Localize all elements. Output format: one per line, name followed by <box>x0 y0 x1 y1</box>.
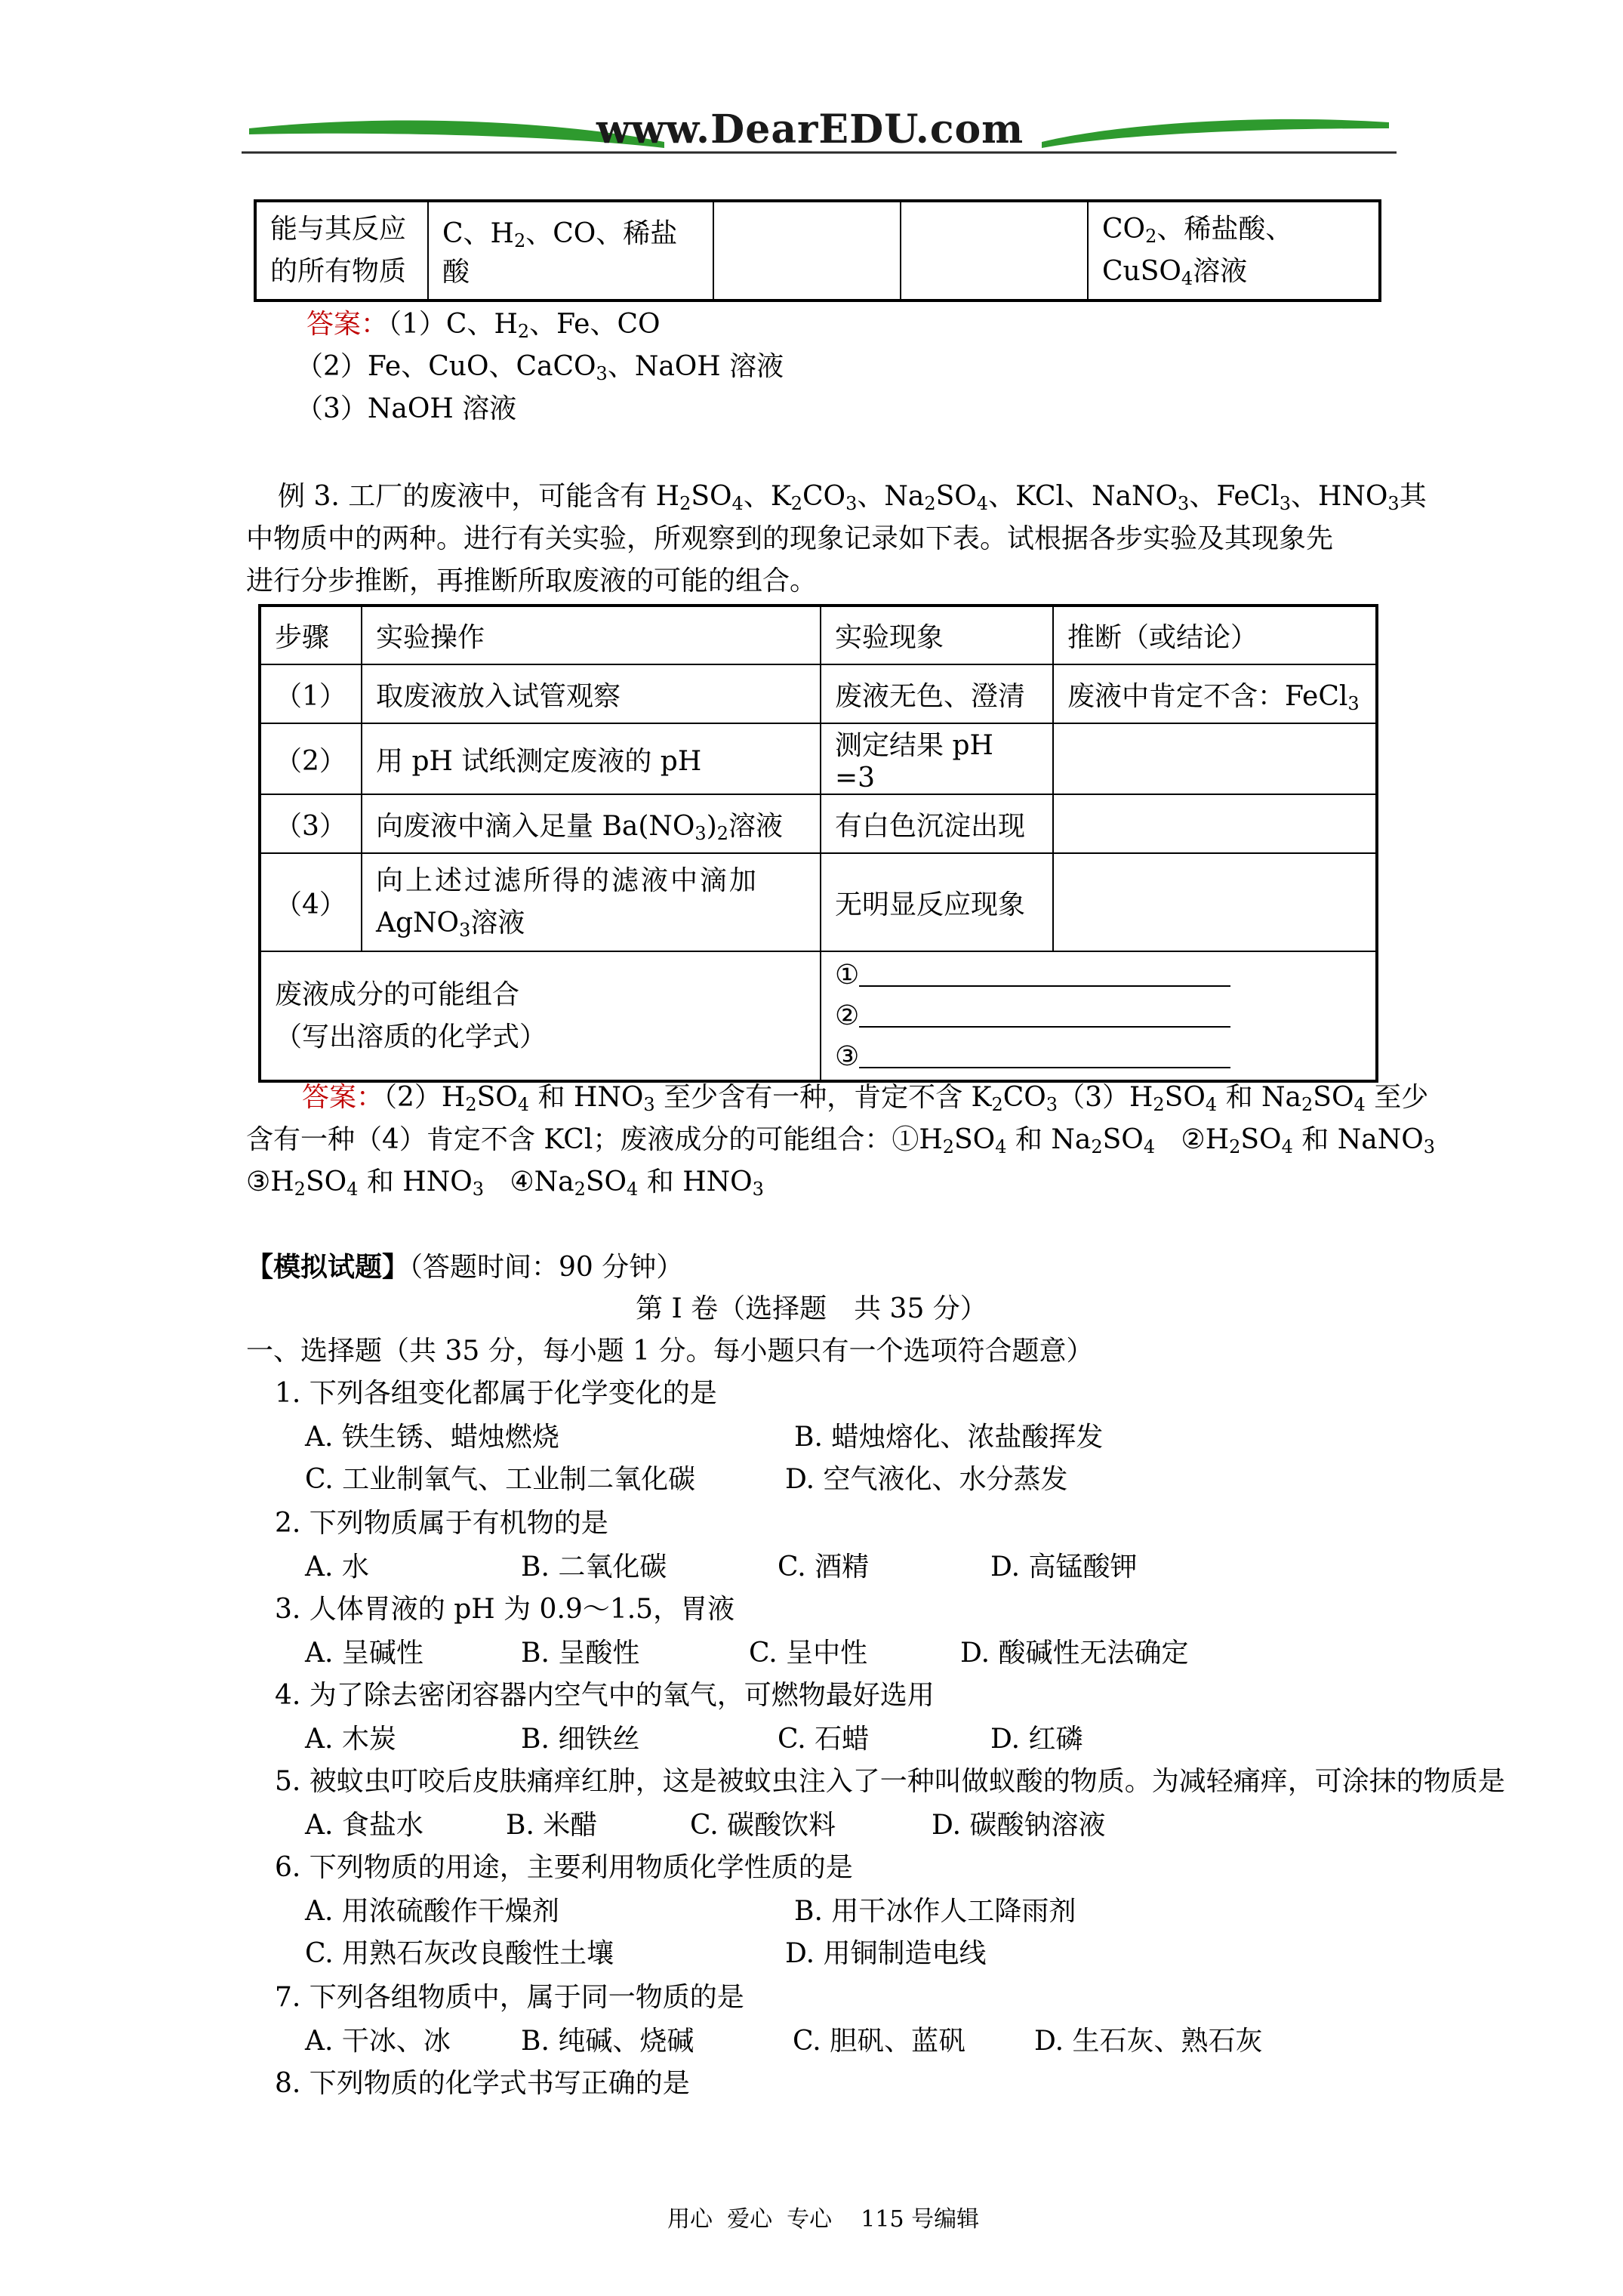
reaction-table <box>254 199 1381 302</box>
question-option[interactable]: C. 碳酸饮料 <box>690 1810 836 1841</box>
table-row <box>260 951 1377 1081</box>
example-3-line-2: 中物质中的两种。进行有关实验，所观察到的现象记录如下表。试根据各步实验及其现象先 <box>246 523 1334 554</box>
header-observation: 实验现象 <box>821 606 1053 664</box>
question-option[interactable]: B. 米醋 <box>506 1810 598 1841</box>
question-option[interactable]: B. 用干冰作人工降雨剂 <box>794 1896 1076 1927</box>
answer-blanks-cell <box>821 951 1377 1081</box>
table-cell: 废液中肯定不含：FeCl$_3$ <box>1053 664 1377 723</box>
question-stem: 4. 为了除去密闭容器内空气中的氧气，可燃物最好选用 <box>275 1680 935 1711</box>
blank-line-3[interactable]: ③ <box>835 1037 1362 1077</box>
table-cell: （3） <box>260 794 362 853</box>
question-option[interactable]: D. 高锰酸钾 <box>990 1552 1138 1583</box>
question-stem: 8. 下列物质的化学式书写正确的是 <box>275 2068 690 2099</box>
table-cell: 废液无色、澄清 <box>821 664 1053 723</box>
table-cell: （4） <box>260 853 362 951</box>
answer-2-line-1: 答案：$(2)H_2SO_4$ 和 $HNO_3$ 至少含有一种，肯定不含 $K_2CO_3(3)H_2SO_4$ 和 $Na_2SO_4$ 至少 <box>302 1082 1429 1115</box>
question-option[interactable]: D. 碳酸钠溶液 <box>932 1810 1106 1841</box>
table-cell: 有白色沉淀出现 <box>821 794 1053 853</box>
question-option[interactable]: B. 细铁丝 <box>521 1724 640 1755</box>
table-row <box>260 794 1377 853</box>
question-option[interactable]: B. 纯碱、烧碱 <box>521 2026 694 2057</box>
table-cell: 取废液放入试管观察 <box>362 664 821 723</box>
question-option[interactable]: A. 水 <box>305 1552 369 1583</box>
answer-2-line-2: 含有一种（4）肯定不含 KCl；废液成分的可能组合：$①H_2SO_4$ 和 $Na_2SO_4$ $②H_2SO_4$ 和 NaNO$_3$ <box>246 1124 1435 1157</box>
table-cell: C、$H_2$、CO、稀盐酸 <box>428 201 713 300</box>
question-option[interactable]: D. 用铜制造电线 <box>785 1938 987 1969</box>
blank-line-1[interactable]: ① <box>835 955 1362 996</box>
table-row <box>260 853 1377 951</box>
table-row <box>260 723 1377 794</box>
question-option[interactable]: C. 胆矾、蓝矾 <box>793 2026 966 2057</box>
table-header-row <box>260 606 1377 664</box>
question-option[interactable]: D. 空气液化、水分蒸发 <box>785 1464 1068 1495</box>
question-option[interactable]: C. 工业制氧气、工业制二氧化碳 <box>305 1464 696 1495</box>
question-stem: 1. 下列各组变化都属于化学变化的是 <box>275 1378 717 1409</box>
header-inference: 推断（或结论） <box>1053 606 1377 664</box>
table-cell <box>713 201 901 300</box>
blank-line-2[interactable]: ② <box>835 996 1362 1037</box>
table-cell: $CO_2$、稀盐酸、 CuSO$_4$溶液 <box>1088 201 1380 300</box>
question-option[interactable]: B. 二氧化碳 <box>521 1552 667 1583</box>
question-option[interactable]: A. 木炭 <box>305 1724 396 1755</box>
row-label-cell: 能与其反应 的所有物质 <box>255 201 428 300</box>
question-option[interactable]: C. 用熟石灰改良酸性土壤 <box>305 1938 614 1969</box>
table-cell <box>1053 723 1377 794</box>
example-3-line-3: 进行分步推断，再推断所取废液的可能的组合。 <box>246 566 818 596</box>
table-cell <box>1053 794 1377 853</box>
question-option[interactable]: D. 酸碱性无法确定 <box>960 1638 1189 1669</box>
header-logo <box>242 106 1397 159</box>
question-option[interactable]: A. 铁生锈、蜡烛燃烧 <box>305 1422 559 1453</box>
table-cell: 用 pH 试纸测定废液的 pH <box>362 723 821 794</box>
question-stem: 2. 下列物质属于有机物的是 <box>275 1508 608 1539</box>
question-stem: 3. 人体胃液的 pH 为 0.9～1.5，胃液 <box>275 1594 735 1625</box>
table-cell: 废液成分的可能组合 （写出溶质的化学式） <box>260 951 821 1081</box>
question-option[interactable]: C. 石蜡 <box>778 1724 870 1755</box>
question-option[interactable]: D. 红磷 <box>990 1724 1083 1755</box>
logo-text: www.DearEDU.com <box>596 106 1024 153</box>
question-option[interactable]: A. 食盐水 <box>305 1810 423 1841</box>
example-3-line-1: 例 3. 工厂的废液中，可能含有 $H_2SO_4$、$K_2CO_3$、$Na_2SO_4$、KCl、NaNO$_3$、FeCl$_3$、$HNO_3$其 <box>278 481 1427 514</box>
header-operation: 实验操作 <box>362 606 821 664</box>
table-cell: 向上述过滤所得的滤液中滴加 AgNO$_3$溶液 <box>362 853 821 951</box>
table-cell: （2） <box>260 723 362 794</box>
question-option[interactable]: A. 用浓硫酸作干燥剂 <box>305 1896 559 1927</box>
question-stem: 7. 下列各组物质中，属于同一物质的是 <box>275 1982 744 2013</box>
answer-1-line-1: 答案：（1）C、$H_2$、Fe、CO <box>306 309 661 342</box>
answer-2-line-3: $③H_2SO_4$ 和 $HNO_3$ $④Na_2SO_4$ 和 $HNO_3$ <box>246 1166 764 1200</box>
header-step: 步骤 <box>260 606 362 664</box>
question-option[interactable]: D. 生石灰、熟石灰 <box>1034 2026 1263 2057</box>
table-cell: 向废液中滴入足量 $Ba(NO_3)_2$溶液 <box>362 794 821 853</box>
page-footer: 用心 爱心 专心 115 号编辑 <box>667 2206 980 2233</box>
answer-1-line-2: （2）Fe、CuO、CaCO$_3$、NaOH 溶液 <box>296 351 784 384</box>
question-option[interactable]: A. 呈碱性 <box>305 1638 423 1669</box>
experiment-table <box>258 604 1378 1083</box>
table-cell: （1） <box>260 664 362 723</box>
question-option[interactable]: C. 呈中性 <box>749 1638 868 1669</box>
question-option[interactable]: A. 干冰、冰 <box>305 2026 451 2057</box>
table-cell: 无明显反应现象 <box>821 853 1053 951</box>
question-stem: 6. 下列物质的用途，主要利用物质化学性质的是 <box>275 1852 853 1883</box>
answer-1-line-3: （3）NaOH 溶液 <box>296 393 517 424</box>
mock-title: 【模拟试题】（答题时间：90 分钟） <box>246 1251 684 1283</box>
table-row <box>260 664 1377 723</box>
question-option[interactable]: B. 蜡烛熔化、浓盐酸挥发 <box>794 1422 1104 1453</box>
question-stem: 5. 被蚊虫叮咬后皮肤痛痒红肿，这是被蚊虫注入了一种叫做蚁酸的物质。为减轻痛痒，可涂抹的物质是 <box>275 1766 1505 1797</box>
question-option[interactable]: C. 酒精 <box>778 1552 870 1583</box>
question-option[interactable]: B. 呈酸性 <box>521 1638 640 1669</box>
volume-title: 第 I 卷（选择题 共 35 分） <box>636 1293 987 1324</box>
table-row <box>255 201 1380 300</box>
table-cell <box>901 201 1088 300</box>
section-title: 一、选择题（共 35 分，每小题 1 分。每小题只有一个选项符合题意） <box>246 1336 1094 1367</box>
table-cell: 测定结果 pH =3 <box>821 723 1053 794</box>
table-cell <box>1053 853 1377 951</box>
